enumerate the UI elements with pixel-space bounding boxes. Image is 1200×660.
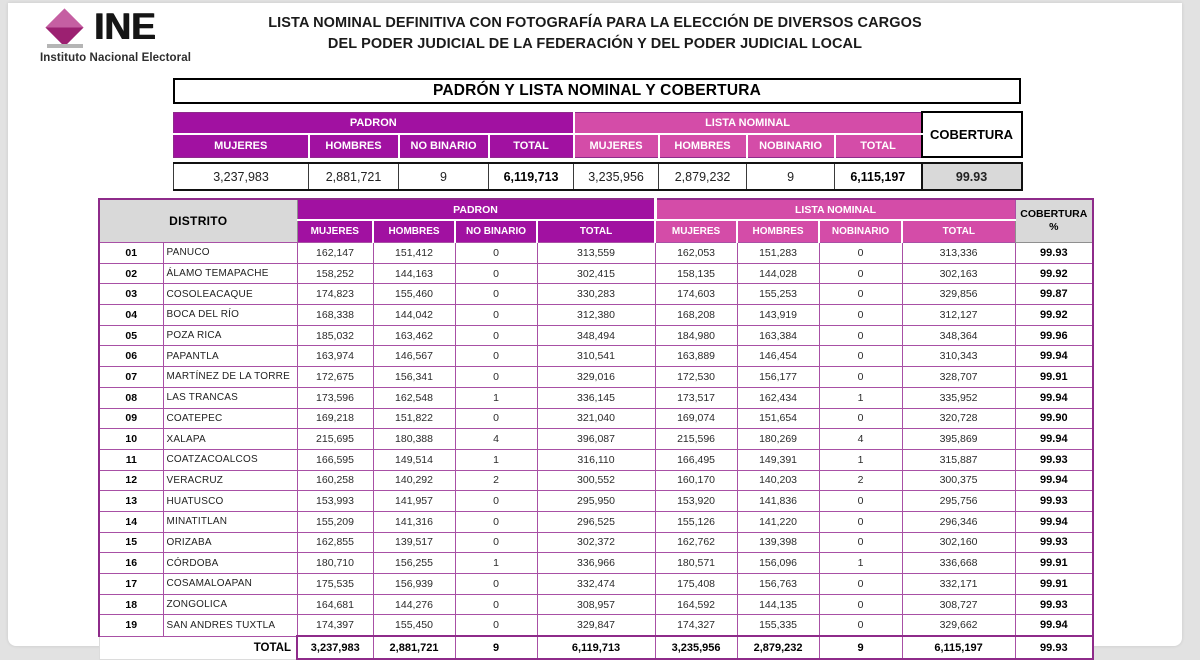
summary-col-lista-mujeres: MUJERES [574,134,659,158]
table-col-lista-total: TOTAL [902,220,1015,243]
cell-value: 153,920 [655,491,737,512]
district-column-header: DISTRITO [99,199,297,243]
cell-value: 395,869 [902,429,1015,450]
district-table [98,198,1094,660]
cell-cobertura: 99.93 [1015,532,1093,553]
cell-cobertura: 99.93 [1015,491,1093,512]
cell-cobertura: 99.91 [1015,553,1093,574]
summary-col-lista-nobinario: NOBINARIO [747,134,835,158]
cell-value: 336,145 [537,387,655,408]
ine-ballot-box-icon [40,11,92,51]
district-table-body [99,243,1093,637]
district-number: 12 [99,470,163,491]
district-name: BOCA DEL RÍO [163,305,297,326]
cell-value: 308,957 [537,594,655,615]
cell-value: 180,571 [655,553,737,574]
cell-value: 332,171 [902,574,1015,595]
district-number: 02 [99,263,163,284]
cell-value: 0 [455,594,537,615]
table-col-lista-hombres: HOMBRES [737,220,819,243]
cell-value: 4 [819,429,902,450]
cell-value: 0 [819,511,902,532]
district-name: MINATITLAN [163,511,297,532]
table-col-padron-mujeres: MUJERES [297,220,373,243]
cell-cobertura: 99.92 [1015,305,1093,326]
cell-cobertura: 99.92 [1015,263,1093,284]
cell-value: 156,939 [373,574,455,595]
district-name: MARTÍNEZ DE LA TORRE [163,367,297,388]
cell-value: 0 [819,243,902,264]
cell-value: 295,950 [537,491,655,512]
cell-value: 144,163 [373,263,455,284]
cell-value: 336,966 [537,553,655,574]
cell-value: 0 [455,284,537,305]
cell-value: 0 [819,615,902,636]
cell-value: 0 [819,491,902,512]
district-number: 03 [99,284,163,305]
cell-value: 151,822 [373,408,455,429]
summary-col-lista-hombres: HOMBRES [659,134,747,158]
cell-value: 168,338 [297,305,373,326]
cell-value: 310,541 [537,346,655,367]
summary-group-lista-nominal: LISTA NOMINAL [574,112,922,134]
cell-value: 1 [819,553,902,574]
ine-logo-text: INE [94,6,156,47]
district-row [99,491,1093,512]
cell-value: 180,388 [373,429,455,450]
cell-value: 162,434 [737,387,819,408]
district-row [99,429,1093,450]
cell-value: 0 [819,367,902,388]
summary-group-padron: PADRON [174,112,574,134]
cell-value: 160,258 [297,470,373,491]
district-number: 05 [99,325,163,346]
district-name: SAN ANDRES TUXTLA [163,615,297,636]
cell-value: 0 [819,284,902,305]
district-number: 19 [99,615,163,636]
district-row [99,470,1093,491]
cell-value: 160,170 [655,470,737,491]
cell-value: 151,654 [737,408,819,429]
district-number: 07 [99,367,163,388]
district-name: ORIZABA [163,532,297,553]
cell-value: 308,727 [902,594,1015,615]
cell-value: 169,074 [655,408,737,429]
ine-logo [40,6,210,64]
cell-value: 0 [455,615,537,636]
cell-value: 143,919 [737,305,819,326]
document-title-line1: LISTA NOMINAL DEFINITIVA CON FOTOGRAFÍA PARA LA ELECCIÓN DE DIVERSOS CARGOS [268,15,922,31]
cell-value: 0 [455,305,537,326]
cell-value: 180,710 [297,553,373,574]
cell-value: 0 [819,263,902,284]
district-number: 01 [99,243,163,264]
district-name: CÓRDOBA [163,553,297,574]
cell-value: 164,681 [297,594,373,615]
cell-value: 313,559 [537,243,655,264]
cell-value: 153,993 [297,491,373,512]
cell-cobertura: 99.94 [1015,511,1093,532]
district-row [99,615,1093,636]
cell-value: 163,462 [373,325,455,346]
cell-value: 162,147 [297,243,373,264]
table-group-padron: PADRON [297,199,655,220]
district-name: PAPANTLA [163,346,297,367]
district-row [99,574,1093,595]
cell-value: 348,364 [902,325,1015,346]
district-number: 04 [99,305,163,326]
district-name: HUATUSCO [163,491,297,512]
district-name: POZA RICA [163,325,297,346]
cell-value: 302,415 [537,263,655,284]
table-group-cobertura-pct [1015,199,1093,243]
cell-value: 141,316 [373,511,455,532]
summary-table [173,111,1023,191]
total-cell: 2,879,232 [737,636,819,659]
cell-value: 302,372 [537,532,655,553]
cell-value: 151,412 [373,243,455,264]
cell-value: 156,096 [737,553,819,574]
total-cell: 9 [455,636,537,659]
district-row [99,263,1093,284]
ine-diamond-icon [45,8,83,46]
summary-value-padron-total: 6,119,713 [489,163,574,190]
cell-value: 144,028 [737,263,819,284]
cell-cobertura: 99.93 [1015,243,1093,264]
cobertura-label-line2: % [1049,221,1059,233]
cell-value: 329,662 [902,615,1015,636]
cell-value: 162,855 [297,532,373,553]
district-name: VERACRUZ [163,470,297,491]
cell-value: 396,087 [537,429,655,450]
cell-value: 141,220 [737,511,819,532]
summary-value-lista-mujeres: 3,235,956 [574,163,659,190]
cell-value: 4 [455,429,537,450]
district-name: LAS TRANCAS [163,387,297,408]
cell-value: 155,126 [655,511,737,532]
ine-ballot-slot-icon [47,44,83,48]
district-name: XALAPA [163,429,297,450]
district-row [99,532,1093,553]
cell-value: 0 [455,511,537,532]
summary-title: PADRÓN Y LISTA NOMINAL Y COBERTURA [173,78,1021,104]
cell-value: 320,728 [902,408,1015,429]
cell-value: 215,695 [297,429,373,450]
cell-value: 146,567 [373,346,455,367]
district-name: ZONGOLICA [163,594,297,615]
district-name: COATEPEC [163,408,297,429]
cell-value: 163,889 [655,346,737,367]
cell-value: 0 [819,346,902,367]
cell-value: 141,836 [737,491,819,512]
cell-value: 336,668 [902,553,1015,574]
cell-value: 0 [819,594,902,615]
cell-value: 184,980 [655,325,737,346]
cell-value: 156,763 [737,574,819,595]
total-cell: 6,119,713 [537,636,655,659]
cell-value: 168,208 [655,305,737,326]
total-cell: 3,235,956 [655,636,737,659]
cell-value: 329,856 [902,284,1015,305]
summary-value-lista-total: 6,115,197 [835,163,922,190]
cell-cobertura: 99.87 [1015,284,1093,305]
district-number: 18 [99,594,163,615]
total-cell: 2,881,721 [373,636,455,659]
cell-value: 1 [455,387,537,408]
cell-value: 158,135 [655,263,737,284]
cell-value: 321,040 [537,408,655,429]
cell-value: 185,032 [297,325,373,346]
summary-value-padron-hombres: 2,881,721 [309,163,399,190]
summary-col-padron-mujeres: MUJERES [174,134,309,158]
district-row [99,243,1093,264]
cell-value: 155,460 [373,284,455,305]
cell-value: 296,525 [537,511,655,532]
cell-value: 332,474 [537,574,655,595]
cell-value: 2 [455,470,537,491]
total-cell: 3,237,983 [297,636,373,659]
district-number: 14 [99,511,163,532]
document-page [8,3,1182,654]
cell-value: 329,847 [537,615,655,636]
cell-value: 316,110 [537,449,655,470]
district-row [99,346,1093,367]
summary-value-lista-nobinario: 9 [747,163,835,190]
cell-value: 158,252 [297,263,373,284]
cell-value: 163,384 [737,325,819,346]
cell-value: 156,255 [373,553,455,574]
cell-cobertura: 99.91 [1015,367,1093,388]
cell-value: 313,336 [902,243,1015,264]
cell-value: 0 [455,367,537,388]
cell-value: 296,346 [902,511,1015,532]
district-row [99,449,1093,470]
summary-value-cobertura: 99.93 [922,163,1022,190]
table-col-lista-nobinario: NOBINARIO [819,220,902,243]
cell-value: 162,762 [655,532,737,553]
cell-value: 0 [819,574,902,595]
cell-value: 174,327 [655,615,737,636]
cell-value: 310,343 [902,346,1015,367]
district-number: 15 [99,532,163,553]
cell-value: 144,135 [737,594,819,615]
cell-value: 173,596 [297,387,373,408]
summary-group-cobertura: COBERTURA [922,112,1022,157]
table-col-padron-hombres: HOMBRES [373,220,455,243]
summary-value-lista-hombres: 2,879,232 [659,163,747,190]
cell-value: 169,218 [297,408,373,429]
cell-value: 312,380 [537,305,655,326]
cell-value: 0 [455,263,537,284]
cell-value: 0 [455,243,537,264]
cell-value: 140,292 [373,470,455,491]
cell-cobertura: 99.90 [1015,408,1093,429]
document-title-line2: DEL PODER JUDICIAL DE LA FEDERACIÓN Y DEL PODER JUDICIAL LOCAL [327,36,863,52]
cell-value: 180,269 [737,429,819,450]
district-row [99,511,1093,532]
district-number: 17 [99,574,163,595]
cell-value: 155,253 [737,284,819,305]
ine-logo-subtitle: Instituto Nacional Electoral [40,52,192,64]
cell-value: 0 [455,325,537,346]
cell-value: 174,823 [297,284,373,305]
cell-value: 315,887 [902,449,1015,470]
cell-value: 1 [819,387,902,408]
summary-col-lista-total: TOTAL [835,134,922,158]
summary-col-padron-hombres: HOMBRES [309,134,399,158]
cell-value: 0 [819,305,902,326]
cell-value: 1 [455,449,537,470]
cell-value: 175,535 [297,574,373,595]
cell-value: 302,163 [902,263,1015,284]
district-row [99,387,1093,408]
total-cell-cobertura: 99.93 [1015,636,1093,659]
district-number: 11 [99,449,163,470]
cell-value: 215,596 [655,429,737,450]
cell-value: 149,391 [737,449,819,470]
cell-cobertura: 99.94 [1015,346,1093,367]
cell-value: 1 [819,449,902,470]
cell-value: 141,957 [373,491,455,512]
cell-value: 300,552 [537,470,655,491]
summary-block [173,78,1021,191]
table-col-lista-mujeres: MUJERES [655,220,737,243]
table-col-padron-total: TOTAL [537,220,655,243]
district-row [99,284,1093,305]
cell-value: 175,408 [655,574,737,595]
total-cell: 9 [819,636,902,659]
cell-value: 140,203 [737,470,819,491]
cell-value: 173,517 [655,387,737,408]
summary-col-padron-total: TOTAL [489,134,574,158]
cell-value: 172,675 [297,367,373,388]
cell-cobertura: 99.93 [1015,449,1093,470]
district-number: 16 [99,553,163,574]
cell-value: 329,016 [537,367,655,388]
district-name: ÁLAMO TEMAPACHE [163,263,297,284]
cell-value: 0 [455,532,537,553]
district-name: COATZACOALCOS [163,449,297,470]
district-name: PANUCO [163,243,297,264]
cell-value: 0 [455,491,537,512]
cell-value: 144,276 [373,594,455,615]
district-row [99,594,1093,615]
cell-value: 139,398 [737,532,819,553]
cell-cobertura: 99.94 [1015,429,1093,450]
cell-value: 0 [819,408,902,429]
cell-cobertura: 99.91 [1015,574,1093,595]
cobertura-label-line1: COBERTURA [1020,208,1088,220]
cell-value: 1 [455,553,537,574]
cell-value: 166,595 [297,449,373,470]
cell-value: 139,517 [373,532,455,553]
cell-value: 156,341 [373,367,455,388]
cell-value: 149,514 [373,449,455,470]
cell-value: 0 [455,346,537,367]
cell-cobertura: 99.94 [1015,615,1093,636]
district-row [99,325,1093,346]
cell-value: 302,160 [902,532,1015,553]
cell-value: 348,494 [537,325,655,346]
cell-value: 172,530 [655,367,737,388]
cell-value: 174,603 [655,284,737,305]
cell-value: 162,548 [373,387,455,408]
cell-value: 144,042 [373,305,455,326]
cell-value: 312,127 [902,305,1015,326]
district-row [99,408,1093,429]
cell-value: 335,952 [902,387,1015,408]
summary-value-padron-no-binario: 9 [399,163,489,190]
cell-value: 330,283 [537,284,655,305]
cell-value: 163,974 [297,346,373,367]
cell-value: 164,592 [655,594,737,615]
summary-value-padron-mujeres: 3,237,983 [174,163,309,190]
cell-value: 300,375 [902,470,1015,491]
cell-value: 2 [819,470,902,491]
cell-value: 155,450 [373,615,455,636]
cell-value: 155,335 [737,615,819,636]
district-row [99,553,1093,574]
cell-cobertura: 99.96 [1015,325,1093,346]
cell-value: 0 [819,325,902,346]
cell-value: 0 [819,532,902,553]
table-group-lista-nominal: LISTA NOMINAL [655,199,1015,220]
district-row [99,367,1093,388]
cell-value: 328,707 [902,367,1015,388]
cell-cobertura: 99.93 [1015,594,1093,615]
table-col-padron-no-binario: NO BINARIO [455,220,537,243]
district-row [99,305,1093,326]
cell-value: 155,209 [297,511,373,532]
district-name: COSOLEACAQUE [163,284,297,305]
district-name: COSAMALOAPAN [163,574,297,595]
district-number: 09 [99,408,163,429]
total-cell: 6,115,197 [902,636,1015,659]
district-number: 13 [99,491,163,512]
district-number: 08 [99,387,163,408]
cell-cobertura: 99.94 [1015,387,1093,408]
cell-value: 0 [455,574,537,595]
summary-col-padron-no-binario: NO BINARIO [399,134,489,158]
total-row-label: TOTAL [99,636,297,659]
cell-value: 156,177 [737,367,819,388]
cell-value: 0 [455,408,537,429]
cell-value: 166,495 [655,449,737,470]
cell-value: 174,397 [297,615,373,636]
district-number: 10 [99,429,163,450]
cell-value: 151,283 [737,243,819,264]
cell-value: 295,756 [902,491,1015,512]
document-title [208,13,982,55]
district-number: 06 [99,346,163,367]
cell-value: 146,454 [737,346,819,367]
cell-value: 162,053 [655,243,737,264]
cell-cobertura: 99.94 [1015,470,1093,491]
